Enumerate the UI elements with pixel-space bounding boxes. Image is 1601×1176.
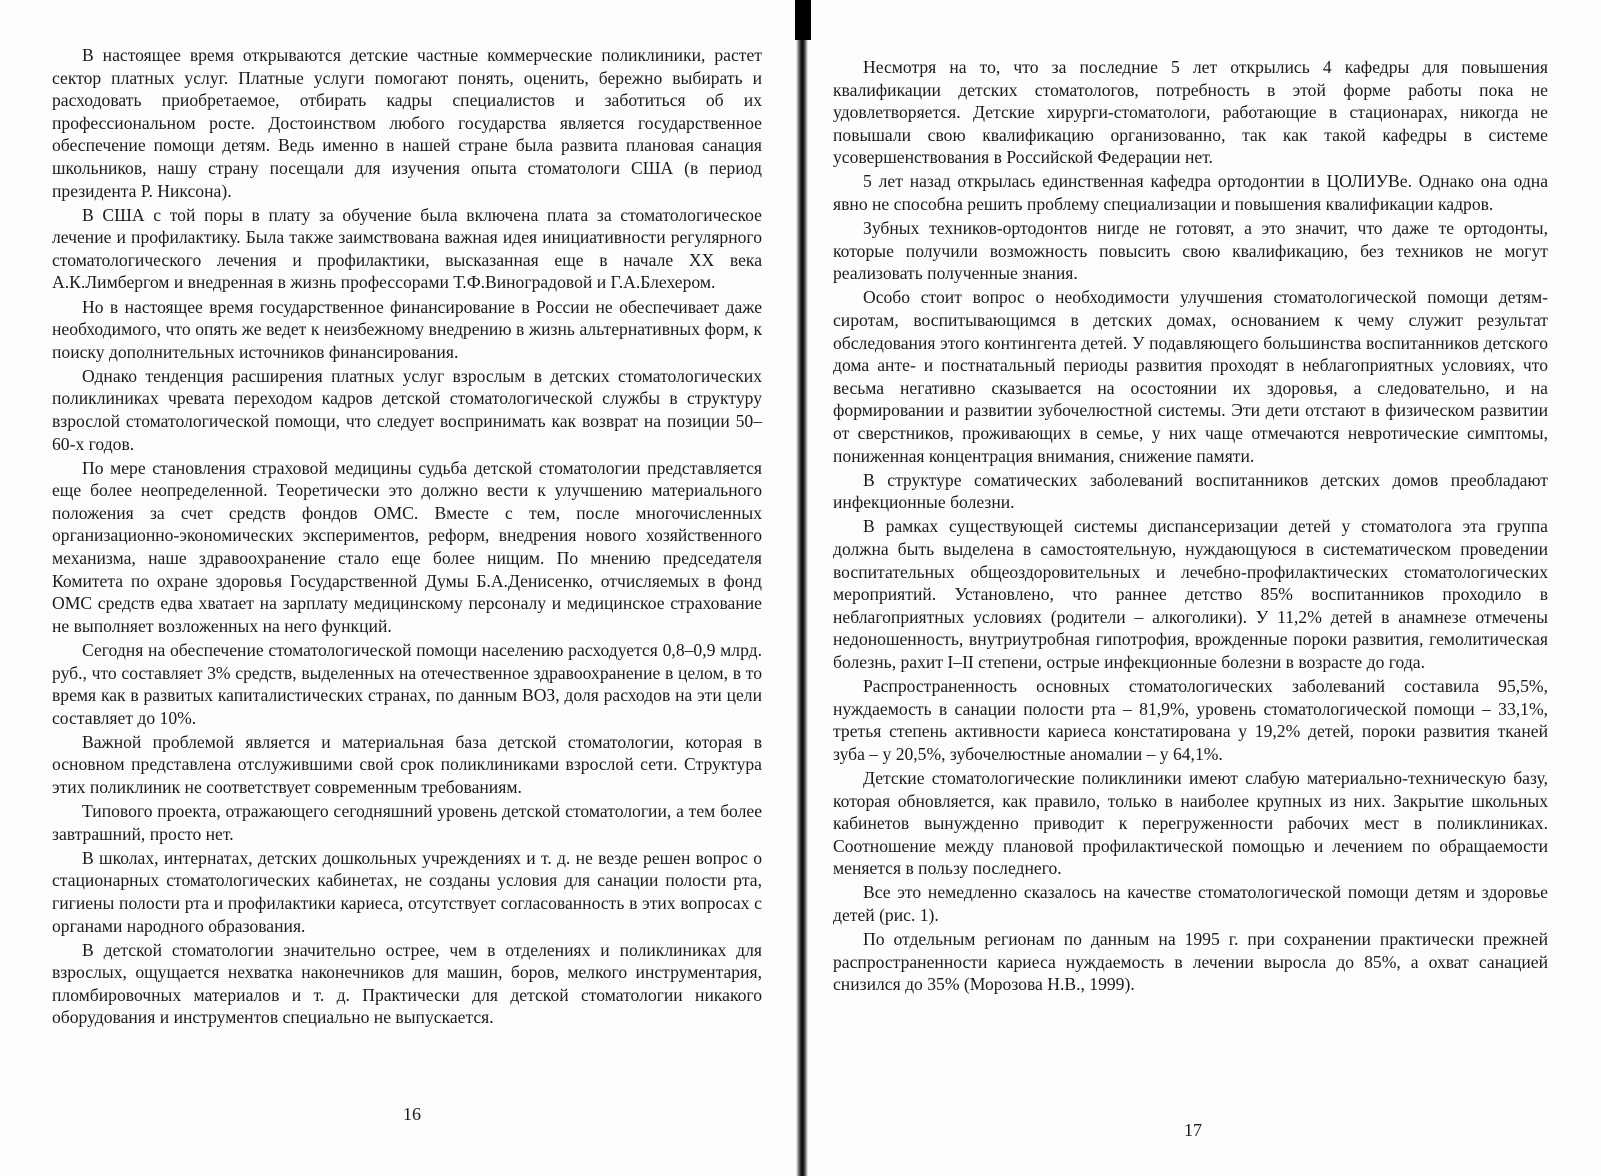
left-paragraph-10: В детской стоматологии значительно острее, чем в отделениях и поликлиниках для взрослых, ощущается нехватка наконечников для машин, боров, мелкого инструментария, пломбировочных материалов и т. д. Практически для детской стоматологии никакого оборудования и инструментов специально не выпускается. — [52, 939, 762, 1028]
right-paragraph-10: По отдельным регионам по данным на 1995 г. при сохранении практически прежней распространенности кариеса нуждаемость в лечении выросла до 85%, а охват санацией снизился до 35% (Морозова Н.В., 1999). — [833, 929, 1548, 995]
left-paragraph-2: В США с той поры в плату за обучение была включена плата за стоматологическое лечение и профилактику. Была также заимствована важная идея инициативности регулярного стоматологического лечения и профилактики, высказанная еще в начале XX века А.К.Лимбергом и внедренная в жизнь профессорами Т.Ф.Виноградовой и Г.А.Блехером. — [52, 204, 762, 293]
right-paragraph-5: В структуре соматических заболеваний воспитанников детских домов преобладают инфекционные болезни. — [833, 469, 1548, 513]
book-gutter — [796, 0, 808, 1176]
right-paragraph-3: Зубных техников-ортодонтов нигде не готовят, а это значит, что даже те ортодонты, которые получили возможность повысить свою квалификацию, без техников не могут реализовать полученные знания. — [833, 218, 1548, 284]
left-paragraph-4: Однако тенденция расширения платных услуг взрослым в детских стоматологических поликлиниках чревата переходом кадров детской стоматологической службы в структуру взрослой стоматологической помощи, что следует воспринимать как возврат на позиции 50–60-х годов. — [52, 365, 762, 454]
left-paragraph-9: В школах, интернатах, детских дошкольных учреждениях и т. д. не везде решен вопрос о стационарных стоматологических кабинетах, не созданы условия для санации полости рта, гигиены полости рта и профилактики кариеса, отсутствует согласованность в этих вопросах с органами народного образования. — [52, 847, 762, 936]
left-page — [52, 44, 762, 1031]
left-paragraph-8: Типового проекта, отражающего сегодняшний уровень детской стоматологии, а тем более завтрашний, просто нет. — [52, 801, 762, 844]
right-page — [833, 56, 1548, 997]
left-paragraph-7: Важной проблемой является и материальная база детской стоматологии, которая в основном представлена отслужившими свой срок поликлиниками взрослой сети. Структура этих поликлиник не соответствует современным требованиям. — [52, 731, 762, 797]
left-page-number: 16 — [403, 1104, 421, 1124]
right-paragraph-4: Особо стоит вопрос о необходимости улучшения стоматологической помощи детям-сиротам, воспитывающимся в детских домах, основанием к чему служит результат обследования этого контингента детей. У подавляющего большинства воспитанников детского дома анте- и постнатальный периоды развития проходят в неблагоприятных условиях, что весьма негативно сказывается на осостоянии их здоровья, а следовательно, и на формировании и развитии зубочелюстной системы. Эти дети отстают в физическом развитии от сверстников, проживающих в семье, у них чаще отмечаются невротические симптомы, пониженная концентрация внимания, снижение памяти. — [833, 287, 1548, 466]
right-paragraph-7: Распространенность основных стоматологических заболеваний составила 95,5%, нуждаемость в санации полости рта – 81,9%, уровень стоматологической помощи – 33,1%, третья степень активности кариеса констатирована у 19,2% детей, пороки развития тканей зуба – у 20,5%, зубочелюстные аномалии – у 64,1%. — [833, 676, 1548, 764]
right-page-number: 17 — [1184, 1120, 1202, 1140]
left-paragraph-5: По мере становления страховой медицины судьба детской стоматологии представляется еще более неопределенной. Теоретически это должно вести к улучшению материального положения за счет средств фондов ОМС. Вместе с тем, после многочисленных организационно-экономических экспериментов, реформ, внедрения нового хозяйственного механизма, наше здравоохранение стало еще более нищим. По мнению председателя Комитета по охране здоровья Государственной Думы Б.А.Денисенко, отчисляемых в фонд ОМС средств едва хватает на зарплату медицинскому персоналу и медицинское страхование не выполняет возложенных на него функций. — [52, 457, 762, 636]
right-paragraph-1: Несмотря на то, что за последние 5 лет открылись 4 кафедры для повышения квалификации детских стоматологов, потребность в этой форме работы пока не удовлетворяется. Детские хирурги-стоматологи, работающие в стационарах, никогда не повышали свою квалификацию организованно, так как такой кафедры в системе усовершенствования в Российской Федерации нет. — [833, 57, 1548, 168]
left-paragraph-1: В настоящее время открываются детские частные коммерческие поликлиники, растет сектор платных услуг. Платные услуги помогают понять, оценить, бережно выбирать и расходовать приобретаемое, отбирать кадры специалистов и заботиться об их профессиональном росте. Достоинством любого государства является государственное обеспечение помощи детям. Ведь именно в нашей стране была развита плановая санация школьников, нашу страну посещали для изучения опыта стоматологи США (в период президента Р. Никсона). — [52, 45, 762, 201]
right-paragraph-6: В рамках существующей системы диспансеризации детей у стоматолога эта группа должна быть выделена в самостоятельную, нуждающуюся в систематическом проведении воспитательных общеоздоровительных и лечебно-профилактических стоматологических мероприятий. Установлено, что раннее детство 85% воспитанников проходило в неблагоприятных условиях (родители – алкоголики). У 11,2% детей в анамнезе отмечены недоношенность, внутриутробная гипотрофия, врожденные пороки развития, гемолитическая болезнь, рахит I–II степени, острые инфекционные болезни в возрасте до года. — [833, 516, 1548, 672]
right-paragraph-8: Детские стоматологические поликлиники имеют слабую материально-техническую базу, которая обновляется, как правило, только в наиболее крупных из них. Закрытие школьных кабинетов вынужденно приводит к перегруженности рабочих мест в поликлиниках. Соотношение между плановой профилактической помощью и лечением по обращаемости меняется в пользу последнего. — [833, 767, 1548, 879]
left-paragraph-6: Сегодня на обеспечение стоматологической помощи населению расходуется 0,8–0,9 млрд. руб., что составляет 3% средств, выделенных на отечественное здравоохранение в целом, в то время как в развитых капиталистических странах, по данным ВОЗ, доля расходов на эти цели составляет до 10%. — [52, 639, 762, 728]
left-paragraph-3: Но в настоящее время государственное финансирование в России не обеспечивает даже необходимого, что опять же ведет к неизбежному внедрению в жизнь альтернативных форм, к поиску дополнительных источников финансирования. — [52, 296, 762, 362]
gutter-shadow — [795, 0, 811, 40]
right-paragraph-2: 5 лет назад открылась единственная кафедра ортодонтии в ЦОЛИУВе. Однако она одна явно не способна решить проблему специализации и повышения квалификации кадров. — [833, 171, 1548, 215]
right-paragraph-9: Все это немедленно сказалось на качестве стоматологической помощи детям и здоровье детей (рис. 1). — [833, 882, 1548, 925]
